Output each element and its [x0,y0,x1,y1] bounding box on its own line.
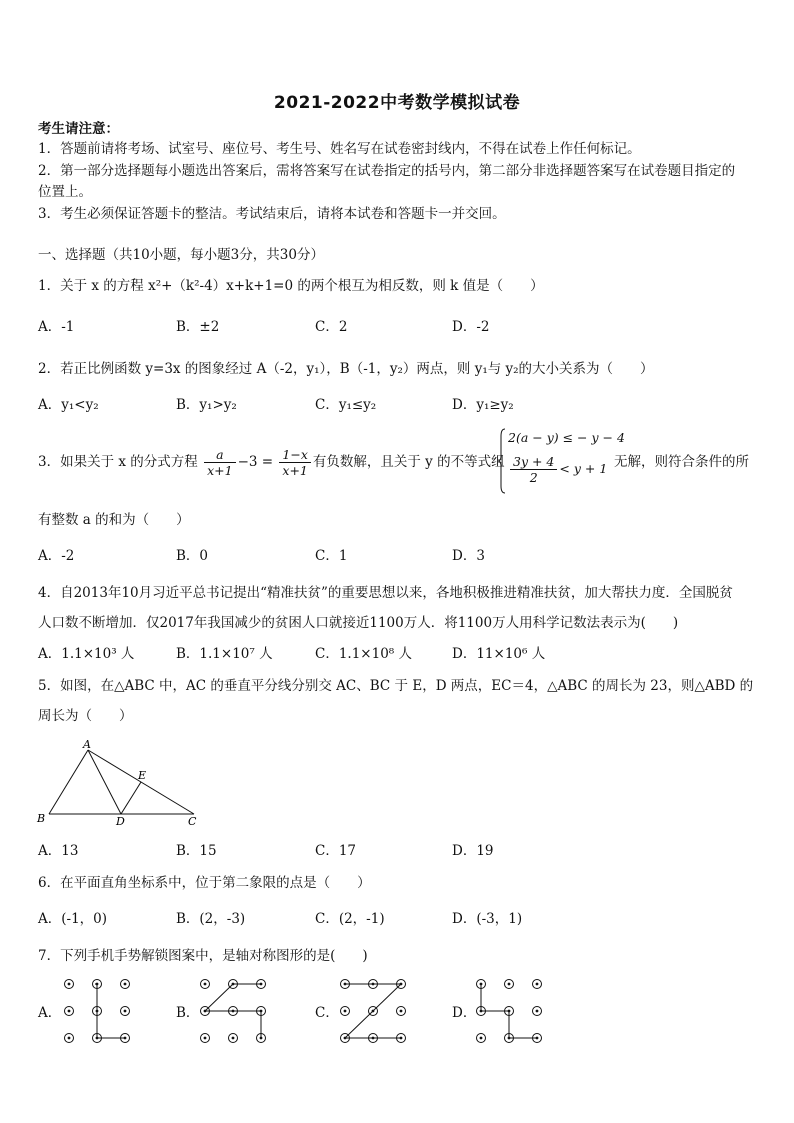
q2-option-d[interactable]: D．y₁≥y₂ [452,397,514,413]
q2-option-a[interactable]: A．y₁<y₂ [38,397,99,413]
q3-suffix: 无解，则符合条件的所 [614,454,749,470]
notice-heading: 考生请注意： [38,121,119,137]
q3-stem-line1 [38,445,505,479]
q4-option-a[interactable]: A．1.1×10³ 人 [38,646,135,662]
q3-ineq-row2-tail: < y + 1 [559,461,608,476]
q5-option-b[interactable]: B．15 [176,843,217,859]
q1-option-c[interactable]: C．2 [315,319,348,335]
q6-option-c[interactable]: C．(2，-1) [315,911,385,927]
page-title: 2021-2022中考数学模拟试卷 [273,93,521,113]
q6-option-d[interactable]: D．(-3，1) [452,911,523,927]
segment-de [121,782,141,814]
q3-middle: 有负数解，且关于 y 的不等式组 [312,454,505,470]
q4-option-d[interactable]: D．11×10⁶ 人 [452,646,546,662]
q7-stem: 7．下列手机手势解锁图案中，是轴对称图形的是( ) [38,948,368,964]
q5-option-d[interactable]: D．19 [452,843,494,859]
q3-frac1-den: x+1 [207,463,233,478]
q6-stem: 6．在平面直角坐标系中，位于第二象限的点是（ ） [38,875,371,891]
q1-option-a[interactable]: A．-1 [38,319,75,335]
q3-stem-line2: 有整数 a 的和为（ ） [38,512,190,528]
unlock-pattern-c[interactable] [338,975,408,1047]
q3-option-d[interactable]: D．3 [452,548,485,564]
q1-option-d[interactable]: D．-2 [452,319,490,335]
q4-stem-line1: 4．自2013年10月习近平总书记提出“精准扶贫”的重要思想以来，各地积极推进精准扶贫，加大帮扶力度．全国脱贫 [38,585,733,601]
label-b: B [37,812,46,825]
q7-option-c[interactable]: C． [315,1005,339,1021]
q3-prefix: 3．如果关于 x 的分式方程 [38,454,198,470]
q1-stem: 1．关于 x 的方程 x²+（k²-4）x+k+1=0 的两个根互为相反数，则 k 值是（ ） [38,278,544,294]
q3-fraction-2 [279,447,310,478]
q5-stem-line1: 5．如图，在△ABC 中，AC 的垂直平分线分别交 AC、BC 于 E，D 两点，EC＝4，△ABC 的周长为 23，则△ABD 的 [38,678,754,694]
q3-ineq-row1: 2(a − y) ≤ − y − 4 [508,430,625,445]
brace-icon [498,428,506,494]
q2-option-b[interactable]: B．y₁>y₂ [176,397,237,413]
q6-option-a[interactable]: A．(-1，0) [38,911,108,927]
unlock-pattern-b[interactable] [198,975,268,1047]
q1-option-b[interactable]: B．±2 [176,319,220,335]
q7-option-d[interactable]: D． [452,1005,477,1021]
q3-ineq-frac-num: 3y + 4 [510,454,557,470]
q6-option-b[interactable]: B．(2，-3) [176,911,246,927]
q3-ineq-row2 [508,454,607,485]
q5-option-a[interactable]: A．13 [38,843,79,859]
q7-option-a[interactable]: A． [38,1005,62,1021]
label-e: E [138,769,147,782]
notice-item-1: 1．答题前请将考场、试室号、座位号、考生号、姓名写在试卷密封线内，不得在试卷上作任何标记。 [38,141,641,157]
q3-ineq-frac-den: 2 [529,470,538,485]
q7-option-b[interactable]: B． [176,1005,200,1021]
label-d: D [116,815,125,828]
q3-frac2-den: x+1 [282,463,308,478]
q5-stem-line2: 周长为（ ） [38,708,133,724]
q3-option-b[interactable]: B．0 [176,548,209,564]
q5-option-c[interactable]: C．17 [315,843,357,859]
section-heading: 一、选择题（共10小题，每小题3分，共30分） [38,247,324,263]
q2-stem: 2．若正比例函数 y=3x 的图象经过 A（-2，y₁），B（-1，y₂）两点，则 y₁与 y₂的大小关系为（ ） [38,361,654,377]
triangle-figure [34,736,204,828]
q3-frac2-num: 1−x [279,447,310,463]
q4-option-c[interactable]: C．1.1×10⁸ 人 [315,646,412,662]
q3-ineq-fraction [510,454,557,485]
q4-stem-line2: 人口数不断增加．仅2017年我国减少的贫困人口就接近1100万人．将1100万人用科学记数法表示为( ) [38,615,679,631]
q3-frac1-num: a [204,447,235,463]
q2-option-c[interactable]: C．y₁≤y₂ [315,397,377,413]
q3-inequality-system [498,428,625,498]
q4-option-b[interactable]: B．1.1×10⁷ 人 [176,646,273,662]
q3-option-c[interactable]: C．1 [315,548,348,564]
label-a: A [83,738,91,751]
q3-mid-eq: −3 = [237,454,274,470]
notice-item-2: 2．第一部分选择题每小题选出答案后，需将答案写在试卷指定的括号内，第二部分非选择题答案写在试卷题目指定的 [38,163,736,179]
label-c: C [188,815,197,828]
unlock-pattern-a[interactable] [62,975,132,1047]
q3-option-a[interactable]: A．-2 [38,548,75,564]
notice-item-3: 3．考生必须保证答题卡的整洁。考试结束后，请将本试卷和答题卡一并交回。 [38,206,506,222]
unlock-pattern-d[interactable] [474,975,544,1047]
q3-fraction-1 [204,447,235,478]
segment-ab [49,750,88,814]
notice-item-2-cont: 位置上。 [38,184,92,200]
